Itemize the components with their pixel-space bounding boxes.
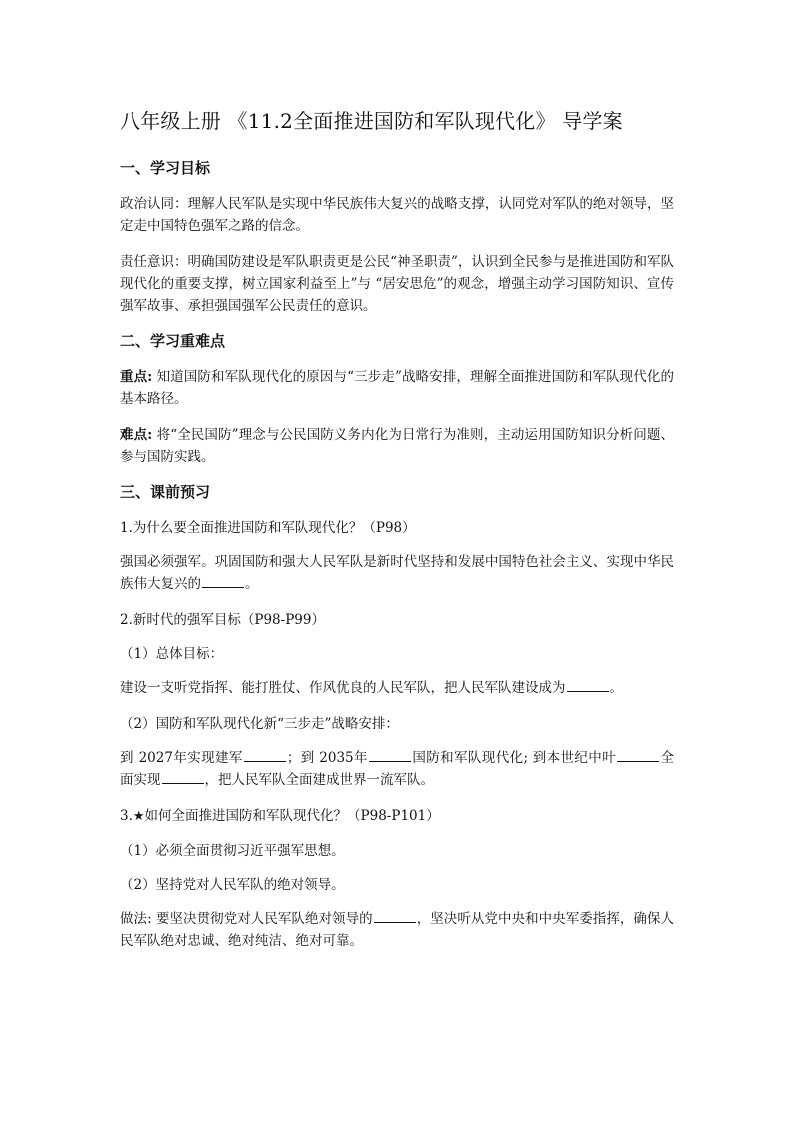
q2-sub1-end: 。 bbox=[609, 680, 623, 696]
fill-blank[interactable] bbox=[244, 747, 286, 762]
question-3 bbox=[120, 805, 674, 828]
star-icon: ★ bbox=[132, 809, 145, 824]
section-heading-preview: 三、课前预习 bbox=[120, 483, 211, 501]
q2-sub2-part: 国防和军队现代化; 到本世纪中叶 bbox=[411, 750, 617, 766]
difficulty-paragraph bbox=[120, 424, 674, 468]
question-2-sub-2-text bbox=[120, 747, 674, 791]
fill-blank[interactable] bbox=[617, 747, 659, 762]
key-point-text: 知道国防和军队现代化的原因与“三步走”战略安排，理解全面推进国防和军队现代化的基本路径。 bbox=[120, 369, 675, 407]
q1-answer-text: 强国必须强军。巩固国防和强大人民军队是新时代坚持和发展中国特色社会主义、实现中华民族伟大复兴的 bbox=[120, 554, 674, 592]
q2-sub2-part: ；到 2035年 bbox=[286, 750, 368, 766]
section-heading-key-points: 二、学习重难点 bbox=[120, 332, 226, 350]
fill-blank[interactable] bbox=[162, 769, 204, 784]
key-point-paragraph bbox=[120, 366, 674, 410]
q2-sub2-part: 到 2027年实现建军 bbox=[120, 750, 243, 766]
difficulty-text: 将“全民国防”理念与公民国防义务内化为日常行为准则，主动运用国防知识分析问题、参与国防实践。 bbox=[120, 427, 675, 465]
fill-blank[interactable] bbox=[374, 908, 416, 923]
difficulty-label: 难点: bbox=[120, 427, 153, 443]
question-1-answer bbox=[120, 551, 674, 595]
q3-method-text: 做法: 要坚决贯彻党对人民军队绝对领导的 bbox=[120, 911, 373, 927]
q2-sub2-part: 全面实现 bbox=[120, 750, 674, 788]
key-point-label: 重点: bbox=[120, 369, 153, 385]
question-1: 1.为什么要全面推进国防和军队现代化？（P98） bbox=[120, 520, 416, 536]
question-2: 2.新时代的强军目标（P98-P99） bbox=[120, 612, 325, 628]
fill-blank[interactable] bbox=[202, 573, 244, 588]
q3-number: 3. bbox=[120, 808, 133, 824]
document-title: 八年级上册 《11.2全面推进国防和军队现代化》 导学案 bbox=[120, 109, 623, 133]
q1-answer-end: 。 bbox=[245, 576, 259, 592]
section-heading-learning-goals: 一、学习目标 bbox=[120, 159, 211, 177]
fill-blank[interactable] bbox=[567, 677, 609, 692]
q2-sub2-part: ，把人民军队全面建成世界一流军队。 bbox=[204, 772, 434, 788]
question-3-method bbox=[120, 908, 674, 952]
question-2-sub-2: （2）国防和军队现代化新“三步走”战略安排： bbox=[120, 716, 399, 732]
fill-blank[interactable] bbox=[369, 747, 411, 762]
q3-text: 如何全面推进国防和军队现代化？（P98-P101） bbox=[144, 808, 440, 824]
question-2-sub-1: （1）总体目标： bbox=[120, 646, 224, 662]
goal-political-identity: 政治认同：理解人民军队是实现中华民族伟大复兴的战略支撑，认同党对军队的绝对领导，坚定走中国特色强军之路的信念。 bbox=[120, 196, 674, 234]
goal-responsibility: 责任意识：明确国防建设是军队职责更是公民“神圣职责”，认识到全民参与是推进国防和军队现代化的重要支撑，树立国家利益至上”与 “居安思危”的观念，增强主动学习国防知识、宣传强军故事、承担强国强军公民责任的意识。 bbox=[120, 254, 674, 314]
question-3-sub-1: （1）必须全面贯彻习近平强军思想。 bbox=[120, 843, 345, 859]
q2-sub1-text: 建设一支听党指挥、能打胜仗、作风优良的人民军队，把人民军队建设成为 bbox=[120, 680, 566, 696]
question-3-sub-2: （2）坚持党对人民军队的绝对领导。 bbox=[120, 877, 345, 893]
question-2-sub-1-text bbox=[120, 677, 674, 699]
q3-method-end: ，坚决听从党中央和中央军委指挥，确保人民军队绝对忠诚、绝对纯洁、绝对可靠。 bbox=[120, 911, 674, 949]
